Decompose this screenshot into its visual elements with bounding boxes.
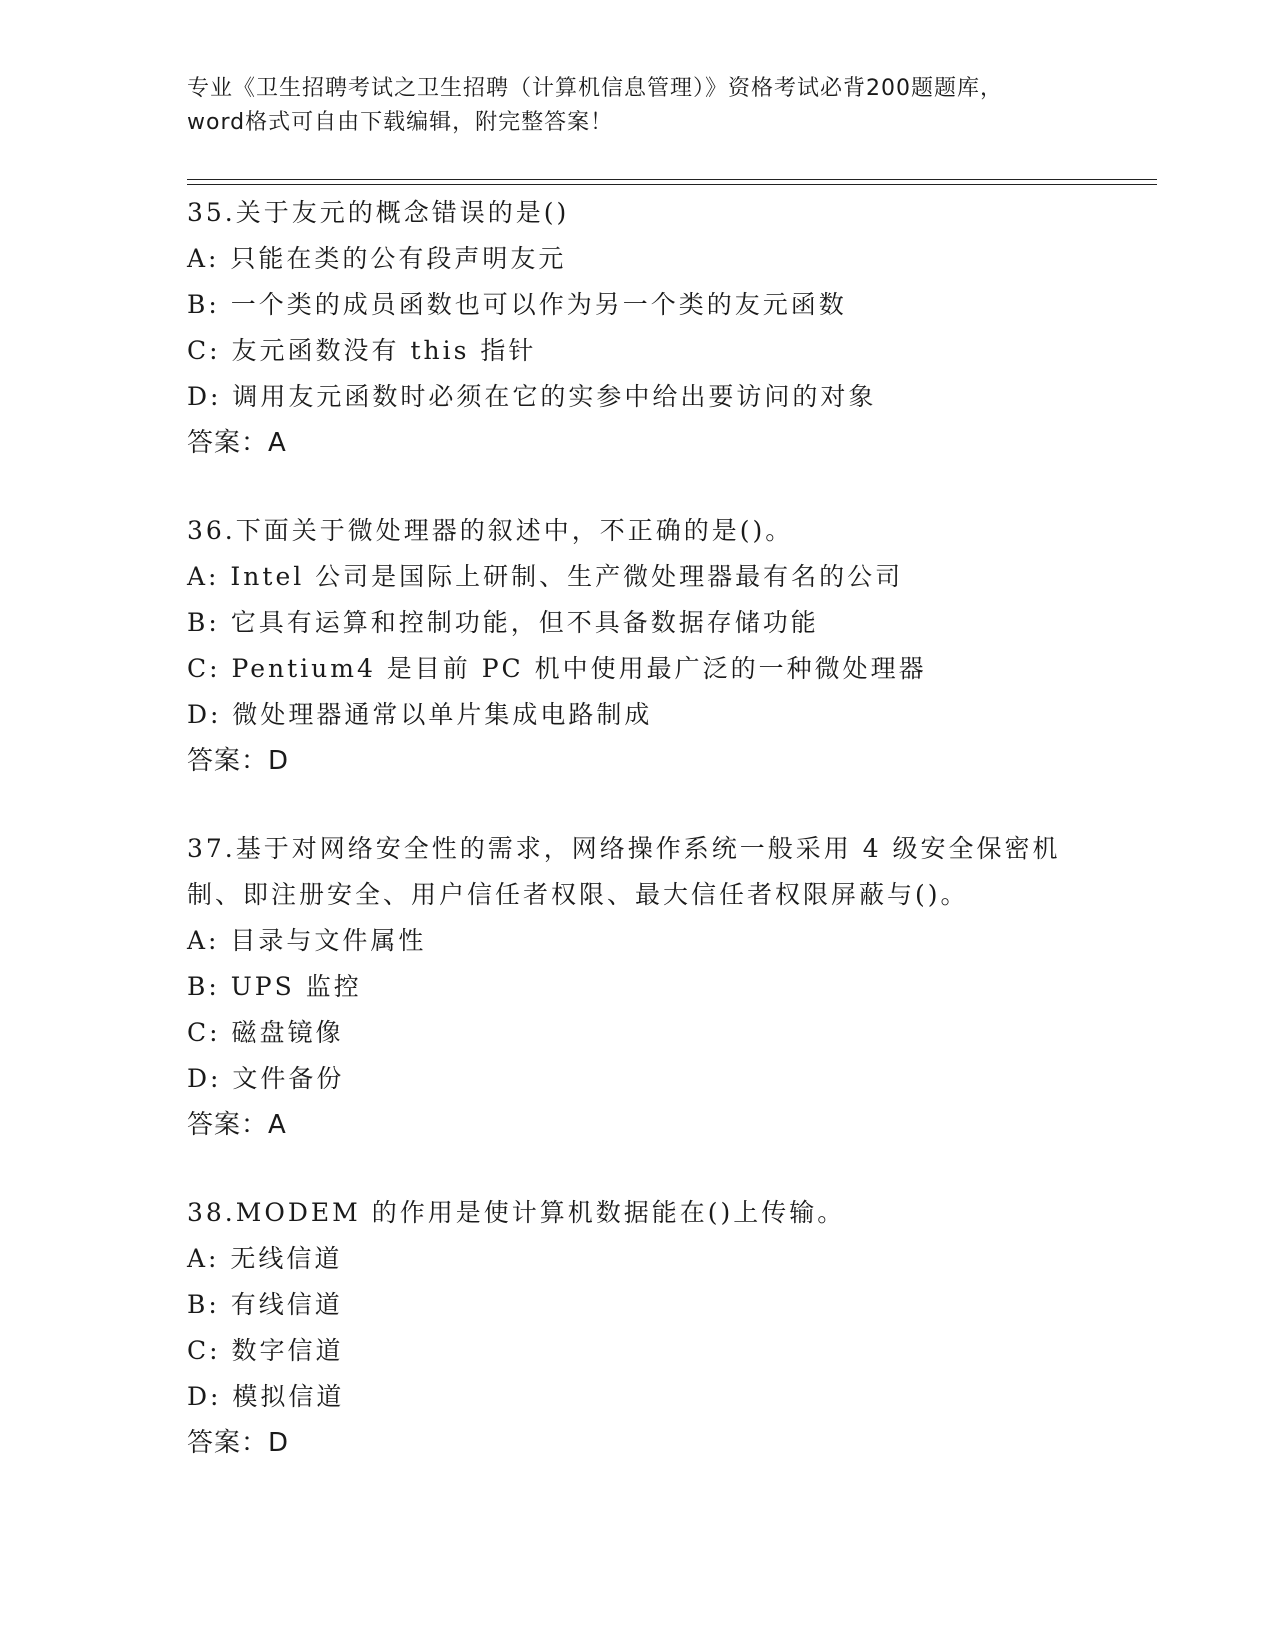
option-c: C: 数字信道 [187,1336,344,1365]
document-header [187,72,1087,140]
header-line-2: word格式可自由下载编辑，附完整答案！ [187,110,614,135]
question-stem: 36.下面关于微处理器的叙述中，不正确的是()。 [187,516,794,545]
answer-label: 答案：A [187,1110,287,1140]
question-36 [187,508,1087,784]
option-b: B: 它具有运算和控制功能，但不具备数据存储功能 [187,608,819,637]
option-b: B: UPS 监控 [187,972,362,1001]
option-a: A: 目录与文件属性 [187,926,427,955]
option-b: B: 一个类的成员函数也可以作为另一个类的友元函数 [187,290,847,319]
question-stem: 35.关于友元的概念错误的是() [187,198,570,227]
header-line-1: 专业《卫生招聘考试之卫生招聘（计算机信息管理）》资格考试必背200题题库， [187,76,1003,101]
option-c: C: 磁盘镜像 [187,1018,344,1047]
option-a: A: 只能在类的公有段声明友元 [187,244,567,273]
question-stem-line-2: 制、即注册安全、用户信任者权限、最大信任者权限屏蔽与()。 [187,880,969,909]
question-stem: 38.MODEM 的作用是使计算机数据能在()上传输。 [187,1198,846,1227]
option-d: D: 调用友元函数时必须在它的实参中给出要访问的对象 [187,382,877,411]
answer-label: 答案：A [187,428,287,458]
option-d: D: 微处理器通常以单片集成电路制成 [187,700,653,729]
option-c: C: Pentium4 是目前 PC 机中使用最广泛的一种微处理器 [187,654,927,683]
option-a: A: 无线信道 [187,1244,343,1273]
answer-label: 答案：D [187,1428,290,1458]
option-d: D: 文件备份 [187,1064,345,1093]
option-b: B: 有线信道 [187,1290,343,1319]
header-divider-bottom [187,184,1157,185]
option-a: A: Intel 公司是国际上研制、生产微处理器最有名的公司 [187,562,904,591]
question-37 [187,826,1087,1148]
question-35 [187,190,1087,466]
option-c: C: 友元函数没有 this 指针 [187,336,537,365]
question-stem-line-1: 37.基于对网络安全性的需求，网络操作系统一般采用 4 级安全保密机 [187,834,1061,863]
answer-label: 答案：D [187,746,290,776]
header-divider-top [187,179,1157,180]
question-list [187,190,1087,1508]
option-d: D: 模拟信道 [187,1382,345,1411]
question-38 [187,1190,1087,1466]
